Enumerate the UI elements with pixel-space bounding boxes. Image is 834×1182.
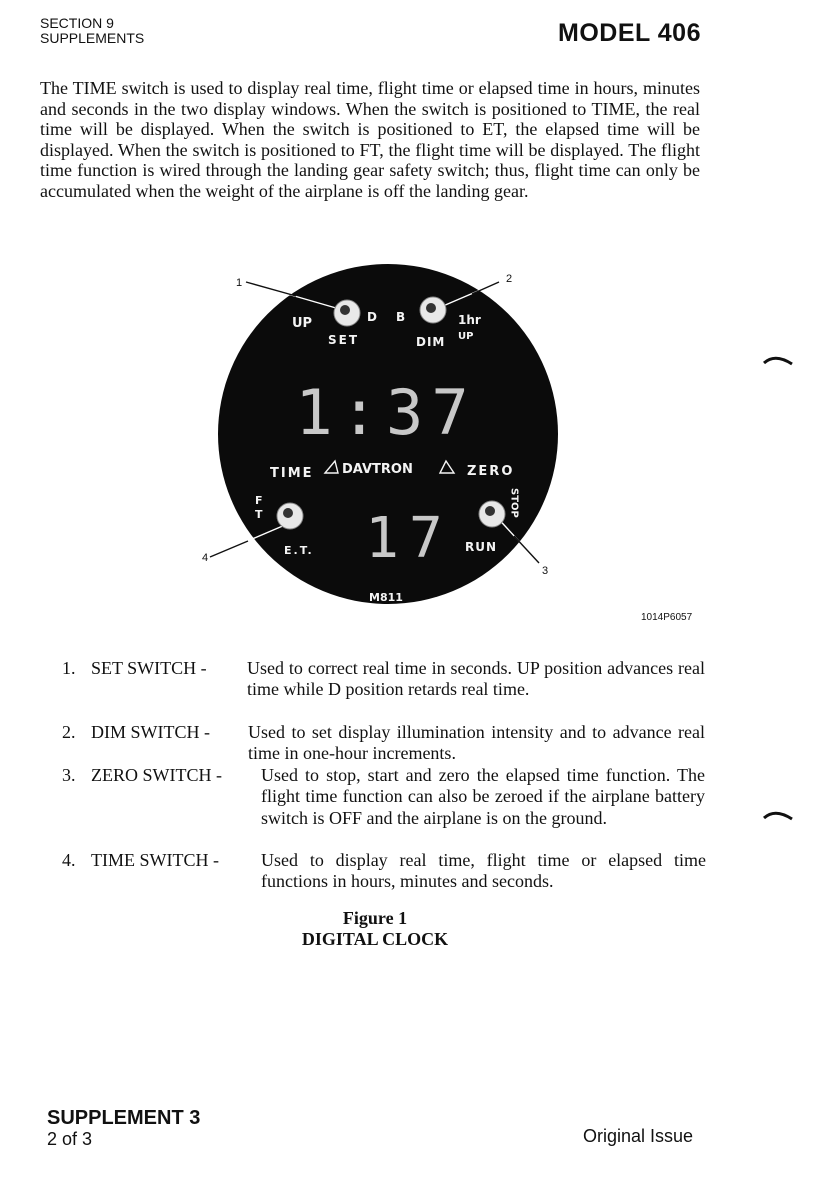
issue-label: Original Issue (583, 1126, 694, 1146)
label-b: B (396, 310, 406, 324)
upper-display: 1:37 (295, 376, 477, 449)
callout-2: 2 (506, 273, 513, 285)
leader-line-3-outside (514, 536, 539, 563)
label-dim: DIM (416, 335, 446, 349)
item-number: 2. (62, 722, 76, 742)
section-label (40, 16, 144, 46)
brand-name: DAVTRON (342, 462, 413, 477)
label-time: TIME (270, 466, 314, 481)
label-set: SET (328, 333, 360, 347)
item-description: Used to stop, start and zero the elapsed time function. The flight time function can also be zeroed if the airplane battery switch is OFF and the airplane is on the ground. (261, 765, 705, 828)
model-code-label: M811 (369, 591, 403, 604)
label-f: F (255, 494, 263, 507)
figure-number: Figure 1 (342, 908, 408, 928)
label-d: D (367, 310, 377, 324)
callout-1: 1 (236, 277, 243, 289)
label-stop: STOP (508, 488, 520, 518)
intro-paragraph: The TIME switch is used to display real time, flight time or elapsed time in hours, minutes and seconds in the two display windows. When the switch is positioned to TIME, the real time will be displayed. When the switch is positioned to ET, the elapsed time will be displayed. When the switch is positioned to FT, the flight time will be displayed. The flight time function is wired through the landing gear safety switch; thus, flight time can only be accumulated when the weight of the airplane is off the landing gear. (40, 78, 700, 201)
callout-3: 3 (542, 565, 549, 577)
callout-4: 4 (202, 552, 209, 564)
figure-caption (0, 908, 750, 950)
item-description: Used to correct real time in seconds. UP position advances real time while D position retards real time. (247, 658, 705, 700)
figure-title: DIGITAL CLOCK (301, 929, 449, 949)
item-name: SET SWITCH - (91, 658, 207, 678)
model-title: MODEL 406 (558, 19, 701, 47)
label-zero: ZERO (467, 464, 515, 479)
leader-line-4-outside (210, 541, 248, 557)
label-et: E.T. (284, 544, 314, 557)
leader-line-2-outside (472, 282, 499, 294)
label-run: RUN (465, 540, 498, 554)
figure-code: 1014P6057 (641, 612, 693, 623)
zero-switch-knob[interactable] (479, 501, 505, 527)
section-number: SECTION 9 (40, 15, 114, 31)
item-number: 1. (62, 658, 76, 678)
digital-clock-figure (196, 264, 576, 604)
label-t: T (255, 508, 263, 521)
item-name: DIM SWITCH - (91, 722, 210, 742)
lower-display: 17 (365, 506, 453, 571)
dim-switch-knob[interactable] (420, 297, 446, 323)
item-description: Used to set display illumination intensity and to advance real time in one-hour increments. (248, 722, 705, 764)
leader-line-1-outside (246, 282, 296, 296)
margin-mark (763, 810, 793, 820)
item-number: 4. (62, 850, 76, 870)
item-name: TIME SWITCH - (91, 850, 219, 870)
set-switch-knob[interactable] (334, 300, 360, 326)
page-number: 2 of 3 (47, 1129, 93, 1149)
item-name: ZERO SWITCH - (91, 765, 222, 785)
label-1hr: 1hr (458, 313, 481, 327)
item-description: Used to display real time, flight time or elapsed time functions in hours, minutes and seconds. (261, 850, 706, 892)
section-title: SUPPLEMENTS (40, 30, 145, 46)
time-switch-knob[interactable] (277, 503, 303, 529)
item-number: 3. (62, 765, 76, 785)
label-up: UP (292, 316, 313, 331)
label-up-small: UP (458, 331, 474, 342)
margin-mark (763, 355, 793, 365)
supplement-title: SUPPLEMENT 3 (47, 1107, 201, 1129)
